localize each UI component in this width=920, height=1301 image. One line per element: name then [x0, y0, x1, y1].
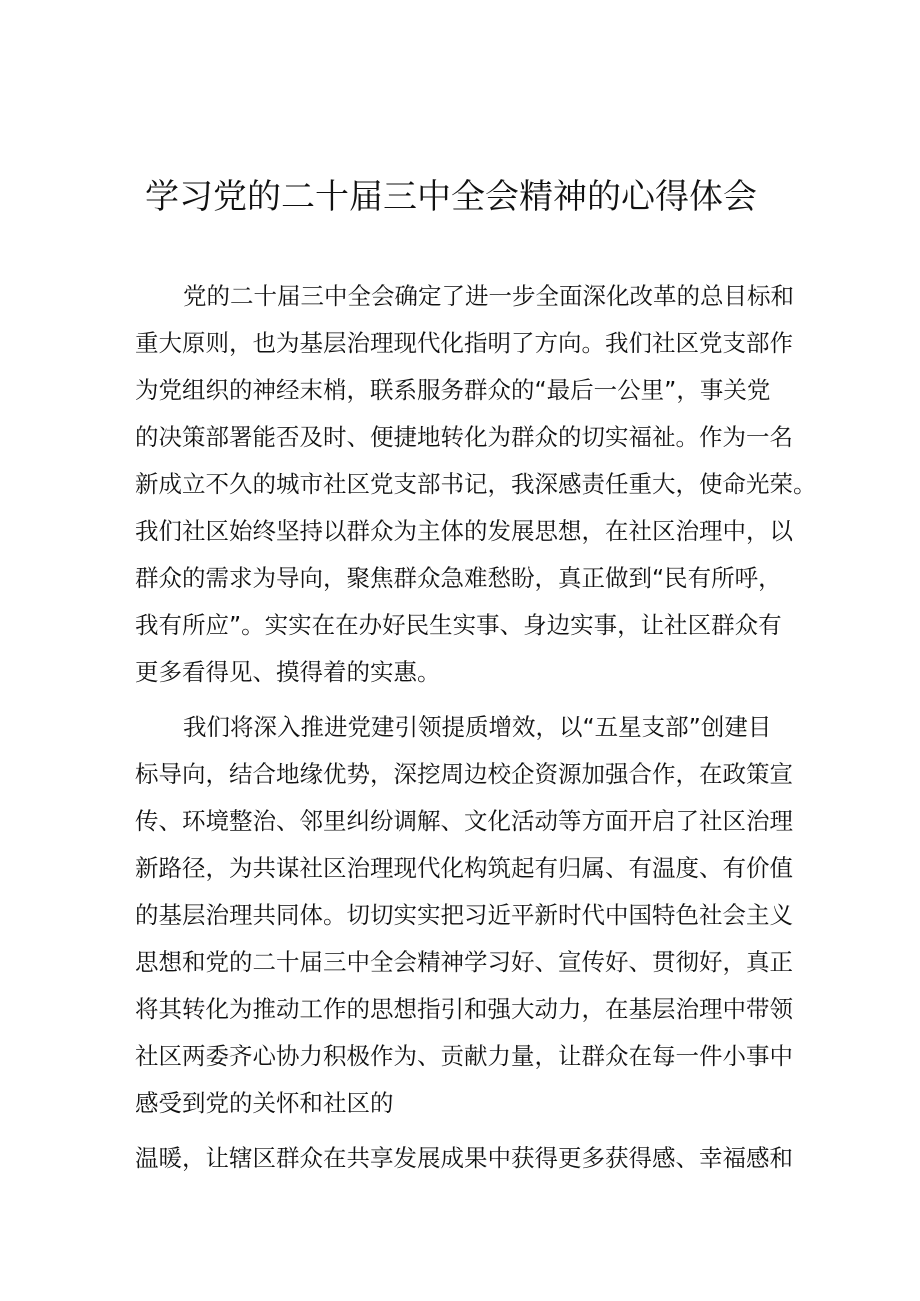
paragraph-2-line-10: 温暖，让辖区群众在共享发展成果中获得更多获得感、幸福感和	[135, 1144, 793, 1172]
paragraph-2-line-1: 我们将深入推进党建引领提质增效，以“五星支部”创建目	[183, 713, 772, 741]
paragraph-1-line-6: 我们社区始终坚持以群众为主体的发展思想，在社区治理中，以	[135, 517, 793, 545]
paragraph-1-line-1: 党的二十届三中全会确定了进一步全面深化改革的总目标和	[183, 282, 794, 310]
document-title: 学习党的二十届三中全会精神的心得体会	[145, 177, 757, 217]
paragraph-2-line-7: 将其转化为推动工作的思想指引和强大动力，在基层治理中带领	[135, 995, 793, 1023]
paragraph-2-line-2: 标导向，结合地缘优势，深挖周边校企资源加强合作，在政策宣	[135, 760, 793, 788]
paragraph-2-line-8: 社区两委齐心协力积极作为、贡献力量，让群众在每一件小事中	[135, 1042, 793, 1070]
paragraph-1-line-7: 群众的需求为导向，聚焦群众急难愁盼，真正做到“民有所呼，	[135, 564, 782, 592]
paragraph-1-line-2: 重大原则，也为基层治理现代化指明了方向。我们社区党支部作	[135, 329, 793, 357]
paragraph-2-line-3: 传、环境整治、邻里纠纷调解、文化活动等方面开启了社区治理	[135, 807, 793, 835]
paragraph-2-line-9: 感受到党的关怀和社区的	[135, 1089, 394, 1117]
paragraph-1-line-4: 的决策部署能否及时、便捷地转化为群众的切实福祉。作为一名	[135, 423, 793, 451]
paragraph-2-line-5: 的基层治理共同体。切切实实把习近平新时代中国特色社会主义	[135, 901, 793, 929]
paragraph-2-line-4: 新路径，为共谋社区治理现代化构筑起有归属、有温度、有价值	[135, 854, 793, 882]
paragraph-1-line-3: 为党组织的神经末梢，联系服务群众的“最后一公里”，事关党	[135, 376, 771, 404]
paragraph-1-line-9: 更多看得见、摸得着的实惠。	[135, 658, 441, 686]
paragraph-2-line-6: 思想和党的二十届三中全会精神学习好、宣传好、贯彻好，真正	[135, 948, 793, 976]
paragraph-1-line-8: 我有所应”。实实在在办好民生实事、身边实事，让社区群众有	[135, 611, 782, 639]
paragraph-1-line-5: 新成立不久的城市社区党支部书记，我深感责任重大，使命光荣。	[135, 470, 817, 498]
